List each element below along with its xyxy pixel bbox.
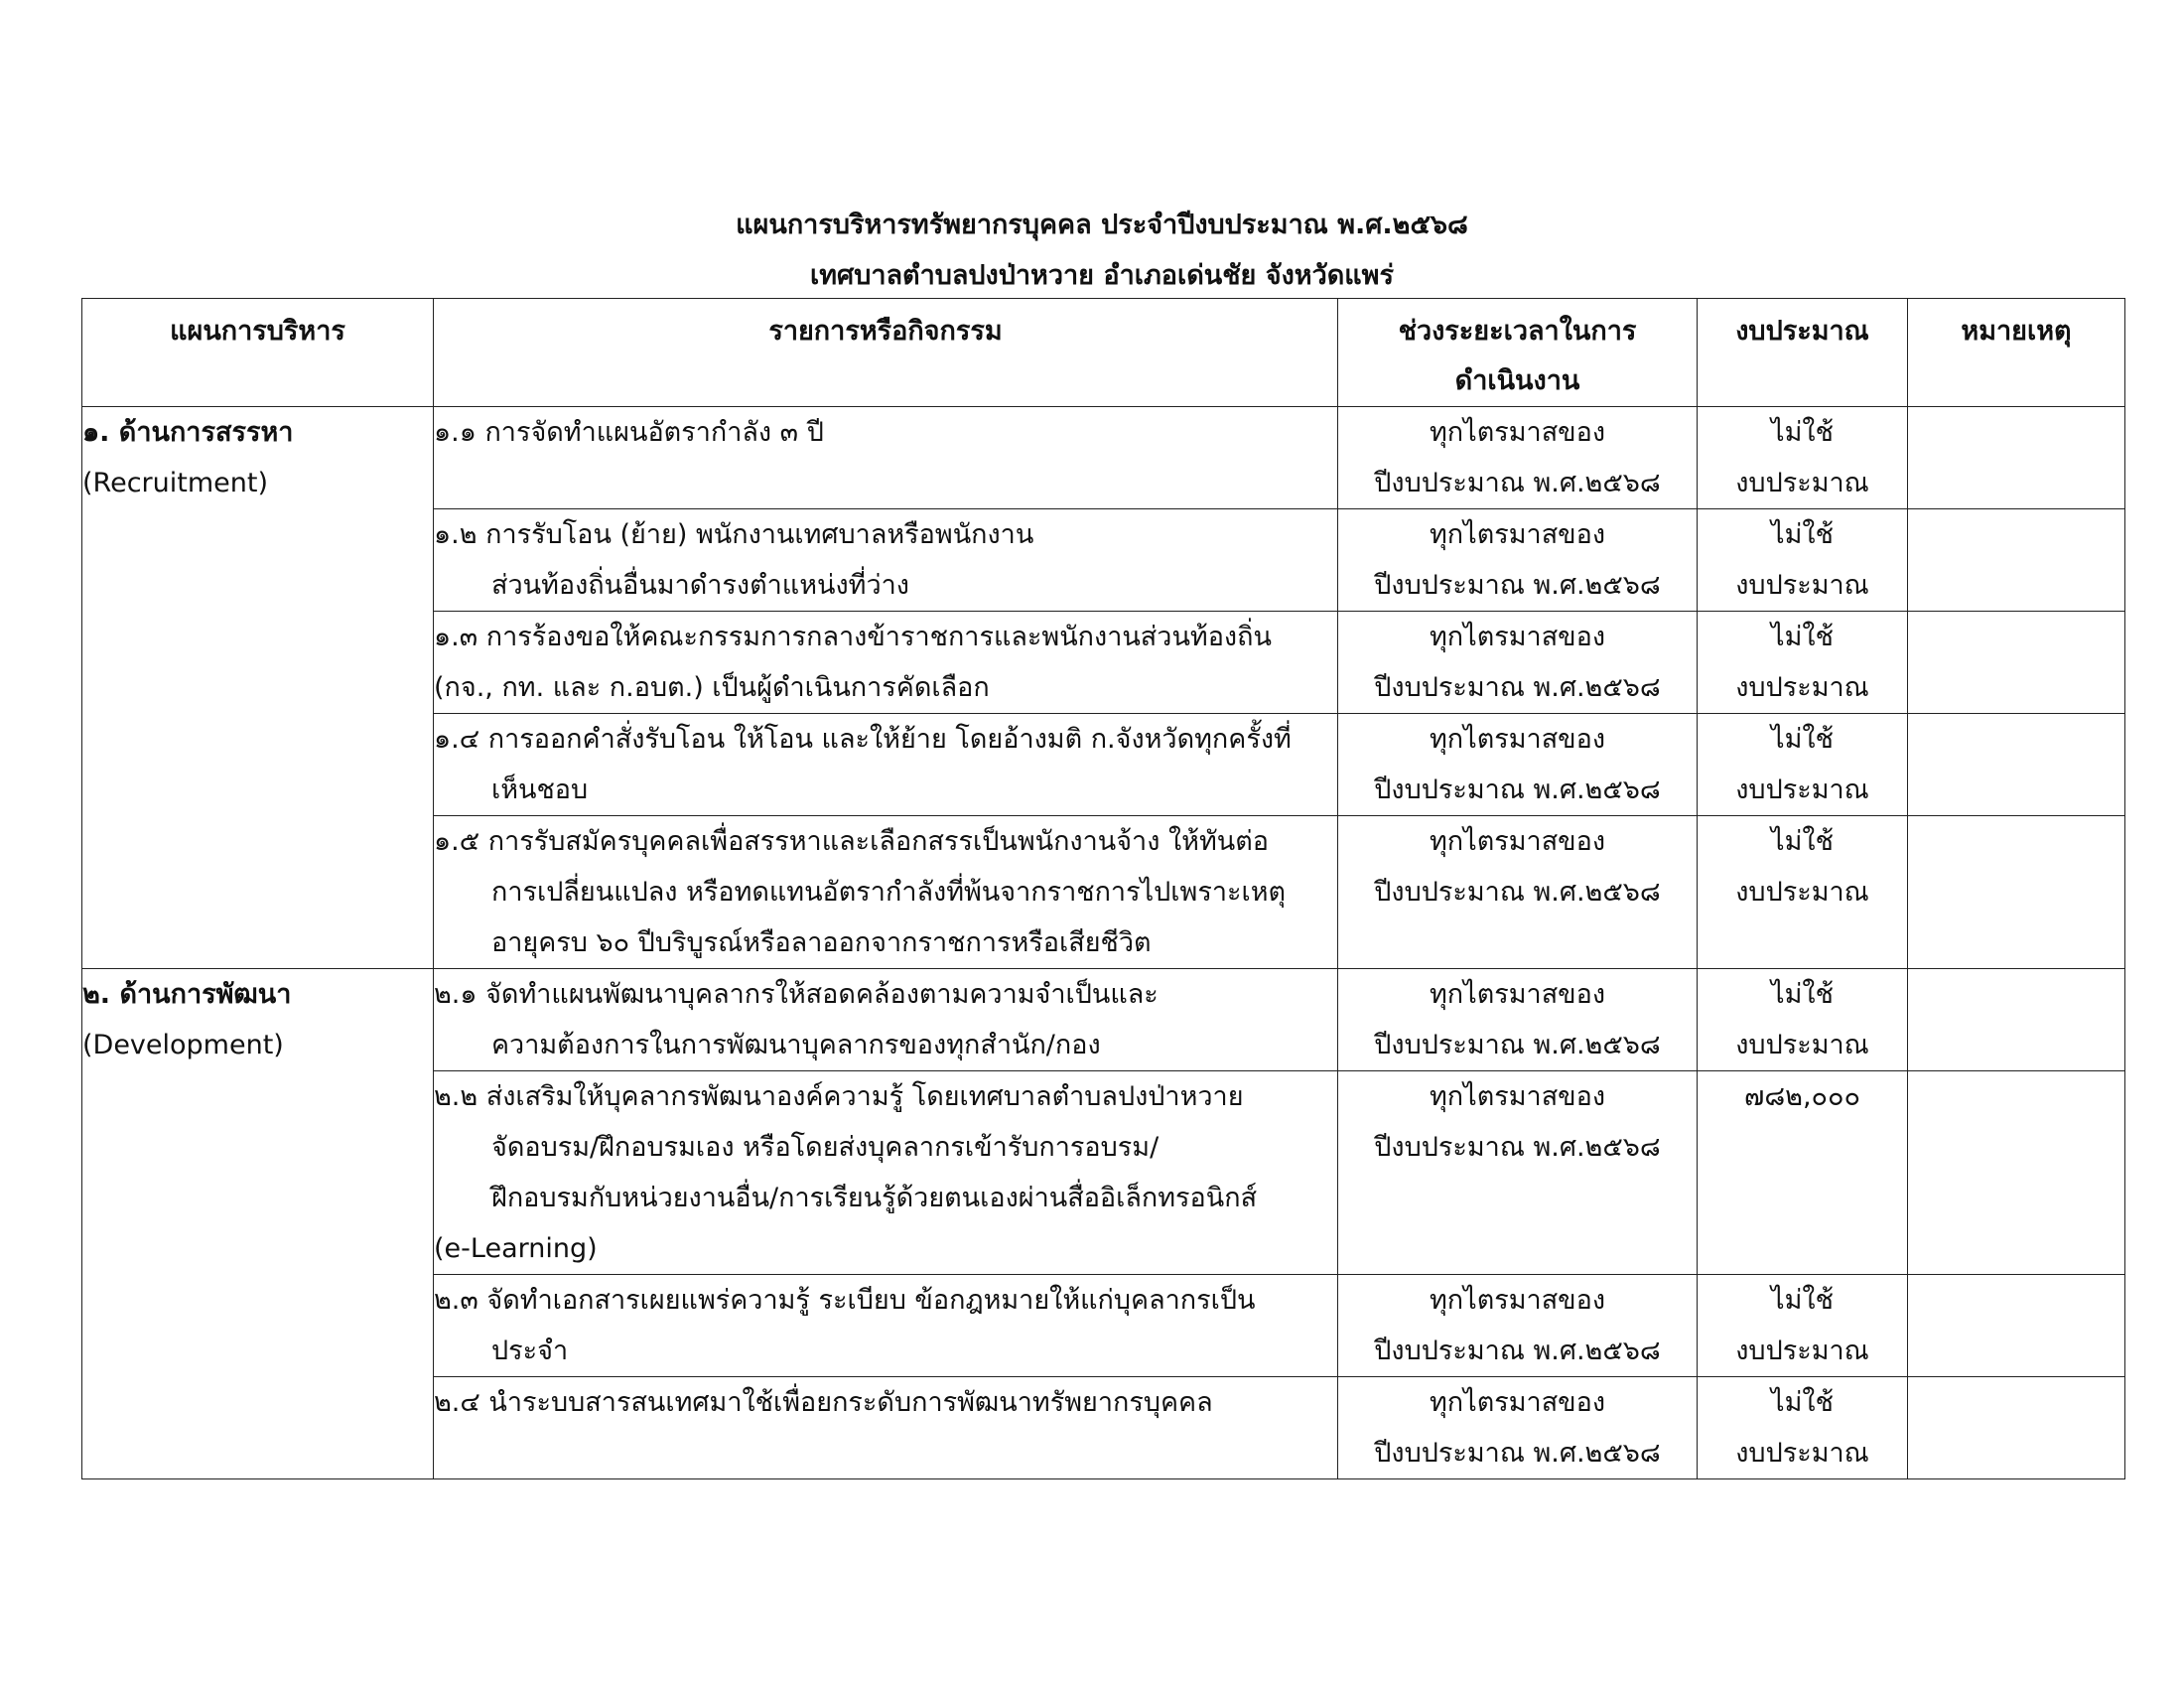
activity-line: การเปลี่ยนแปลง หรือทดแทนอัตรากำลังที่พ้นจากราชการไปเพราะเหตุ: [491, 877, 1287, 908]
hr-plan-table: [81, 298, 2125, 1479]
period-line: ทุกไตรมาสของ: [1429, 724, 1606, 755]
budget-line: งบประมาณ: [1735, 1030, 1869, 1060]
activity-line: ประจำ: [491, 1336, 569, 1366]
header-remark: หมายเหตุ: [1908, 299, 2125, 407]
period-line: ปีงบประมาณ พ.ศ.๒๕๖๘: [1374, 1030, 1661, 1060]
activity-line: (กจ., กท. และ ก.อบต.) เป็นผู้ดำเนินการคัดเลือก: [434, 672, 990, 703]
activity-line: ๑.๒ การรับโอน (ย้าย) พนักงานเทศบาลหรือพนักงาน: [434, 519, 1034, 550]
budget-line: งบประมาณ: [1735, 1336, 1869, 1366]
period-cell: [1338, 612, 1698, 714]
remark-cell: [1908, 1377, 2125, 1479]
budget-line: งบประมาณ: [1735, 570, 1869, 601]
budget-line: ไม่ใช้: [1771, 826, 1834, 857]
remark-cell: [1908, 714, 2125, 816]
plan-category-english: (Recruitment): [82, 468, 268, 498]
period-cell: [1338, 816, 1698, 969]
budget-line: ไม่ใช้: [1771, 417, 1834, 448]
budget-cell: [1698, 509, 1908, 612]
activity-cell: [434, 816, 1338, 969]
table-row: [82, 407, 2125, 509]
period-cell: [1338, 1377, 1698, 1479]
budget-cell: [1698, 407, 1908, 509]
plan-category-english: (Development): [82, 1030, 284, 1060]
remark-cell: [1908, 407, 2125, 509]
activity-cell: [434, 509, 1338, 612]
activity-line: ๑.๔ การออกคำสั่งรับโอน ให้โอน และให้ย้าย โดยอ้างมติ ก.จังหวัดทุกครั้งที่: [434, 724, 1292, 755]
period-line: ทุกไตรมาสของ: [1429, 622, 1606, 652]
activity-cell: [434, 407, 1338, 509]
activity-line: ๒.๑ จัดทำแผนพัฒนาบุคลากรให้สอดคล้องตามความจำเป็นและ: [434, 979, 1159, 1010]
activity-line: ความต้องการในการพัฒนาบุคลากรของทุกสำนัก/กอง: [491, 1030, 1101, 1060]
header-period-line1: ช่วงระยะเวลาในการ: [1398, 316, 1637, 347]
budget-cell: [1698, 816, 1908, 969]
budget-line: ไม่ใช้: [1771, 1387, 1834, 1418]
period-line: ทุกไตรมาสของ: [1429, 1081, 1606, 1112]
activity-line: เห็นชอบ: [491, 774, 589, 805]
budget-amount: ๗๘๒,๐๐๐: [1744, 1081, 1860, 1112]
remark-cell: [1908, 969, 2125, 1071]
activity-cell: [434, 714, 1338, 816]
activity-line: ๒.๓ จัดทำเอกสารเผยแพร่ความรู้ ระเบียบ ข้อกฎหมายให้แก่บุคลากรเป็น: [434, 1285, 1256, 1316]
activity-line: จัดอบรม/ฝึกอบรมเอง หรือโดยส่งบุคลากรเข้ารับการอบรม/: [491, 1132, 1160, 1163]
period-line: ปีงบประมาณ พ.ศ.๒๕๖๘: [1374, 570, 1661, 601]
header-period-line2: ดำเนินงาน: [1454, 365, 1580, 396]
budget-line: งบประมาณ: [1735, 1438, 1869, 1469]
activity-line: ส่วนท้องถิ่นอื่นมาดำรงตำแหน่งที่ว่าง: [491, 570, 909, 601]
period-cell: [1338, 509, 1698, 612]
remark-cell: [1908, 816, 2125, 969]
activity-line: ๑.๓ การร้องขอให้คณะกรรมการกลางข้าราชการและพนักงานส่วนท้องถิ่น: [434, 622, 1272, 652]
header-period: [1338, 299, 1698, 407]
budget-line: ไม่ใช้: [1771, 622, 1834, 652]
period-line: ปีงบประมาณ พ.ศ.๒๕๖๘: [1374, 1132, 1661, 1163]
period-line: ทุกไตรมาสของ: [1429, 1285, 1606, 1316]
period-line: ปีงบประมาณ พ.ศ.๒๕๖๘: [1374, 468, 1661, 498]
activity-line: ๒.๔ นำระบบสารสนเทศมาใช้เพื่อยกระดับการพัฒนาทรัพยากรบุคคล: [434, 1387, 1213, 1418]
activity-cell: [434, 969, 1338, 1071]
period-cell: [1338, 969, 1698, 1071]
remark-cell: [1908, 509, 2125, 612]
budget-cell: [1698, 1275, 1908, 1377]
plan-category-name: ๑. ด้านการสรรหา: [82, 417, 294, 448]
budget-cell: [1698, 969, 1908, 1071]
activity-line: (e-Learning): [434, 1233, 598, 1264]
budget-line: ไม่ใช้: [1771, 724, 1834, 755]
remark-cell: [1908, 612, 2125, 714]
budget-line: งบประมาณ: [1735, 468, 1869, 498]
table-body: [82, 407, 2125, 1479]
period-line: ปีงบประมาณ พ.ศ.๒๕๖๘: [1374, 774, 1661, 805]
document-title: แผนการบริหารทรัพยากรบุคคล ประจำปีงบประมาณ พ.ศ.๒๕๖๘: [736, 210, 1468, 240]
plan-category-name: ๒. ด้านการพัฒนา: [82, 979, 292, 1010]
period-line: ปีงบประมาณ พ.ศ.๒๕๖๘: [1374, 877, 1661, 908]
activity-line: ๒.๒ ส่งเสริมให้บุคลากรพัฒนาองค์ความรู้ โดยเทศบาลตำบลปงป่าหวาย: [434, 1081, 1244, 1112]
period-line: ทุกไตรมาสของ: [1429, 417, 1606, 448]
activity-cell: [434, 1377, 1338, 1479]
budget-cell: [1698, 714, 1908, 816]
budget-cell: [1698, 1377, 1908, 1479]
period-line: ปีงบประมาณ พ.ศ.๒๕๖๘: [1374, 1336, 1661, 1366]
budget-line: ไม่ใช้: [1771, 519, 1834, 550]
period-cell: [1338, 1071, 1698, 1275]
plan-category-cell: [82, 969, 434, 1479]
period-cell: [1338, 407, 1698, 509]
period-line: ปีงบประมาณ พ.ศ.๒๕๖๘: [1374, 1438, 1661, 1469]
activity-cell: [434, 612, 1338, 714]
budget-line: งบประมาณ: [1735, 774, 1869, 805]
period-line: ทุกไตรมาสของ: [1429, 979, 1606, 1010]
activity-line: อายุครบ ๖๐ ปีบริบูรณ์หรือลาออกจากราชการหรือเสียชีวิต: [491, 927, 1152, 958]
budget-line: งบประมาณ: [1735, 877, 1869, 908]
budget-line: งบประมาณ: [1735, 672, 1869, 703]
budget-line: ไม่ใช้: [1771, 979, 1834, 1010]
document-subtitle: เทศบาลตำบลปงป่าหวาย อำเภอเด่นชัย จังหวัดแพร่: [810, 260, 1394, 291]
activity-line: ๑.๕ การรับสมัครบุคคลเพื่อสรรหาและเลือกสรรเป็นพนักงานจ้าง ให้ทันต่อ: [434, 826, 1269, 857]
table-row: [82, 969, 2125, 1071]
period-line: ปีงบประมาณ พ.ศ.๒๕๖๘: [1374, 672, 1661, 703]
activity-cell: [434, 1275, 1338, 1377]
remark-cell: [1908, 1071, 2125, 1275]
header-activity: รายการหรือกิจกรรม: [434, 299, 1338, 407]
activity-line: ฝึกอบรมกับหน่วยงานอื่น/การเรียนรู้ด้วยตนเองผ่านสื่ออิเล็กทรอนิกส์: [491, 1183, 1258, 1213]
header-plan: แผนการบริหาร: [82, 299, 434, 407]
plan-category-cell: [82, 407, 434, 969]
period-line: ทุกไตรมาสของ: [1429, 519, 1606, 550]
remark-cell: [1908, 1275, 2125, 1377]
activity-line: ๑.๑ การจัดทำแผนอัตรากำลัง ๓ ปี: [434, 417, 824, 448]
table-header-row: [82, 299, 2125, 407]
period-cell: [1338, 714, 1698, 816]
header-budget: งบประมาณ: [1698, 299, 1908, 407]
period-line: ทุกไตรมาสของ: [1429, 826, 1606, 857]
period-cell: [1338, 1275, 1698, 1377]
period-line: ทุกไตรมาสของ: [1429, 1387, 1606, 1418]
budget-cell: [1698, 1071, 1908, 1275]
budget-line: ไม่ใช้: [1771, 1285, 1834, 1316]
activity-cell: [434, 1071, 1338, 1275]
budget-cell: [1698, 612, 1908, 714]
